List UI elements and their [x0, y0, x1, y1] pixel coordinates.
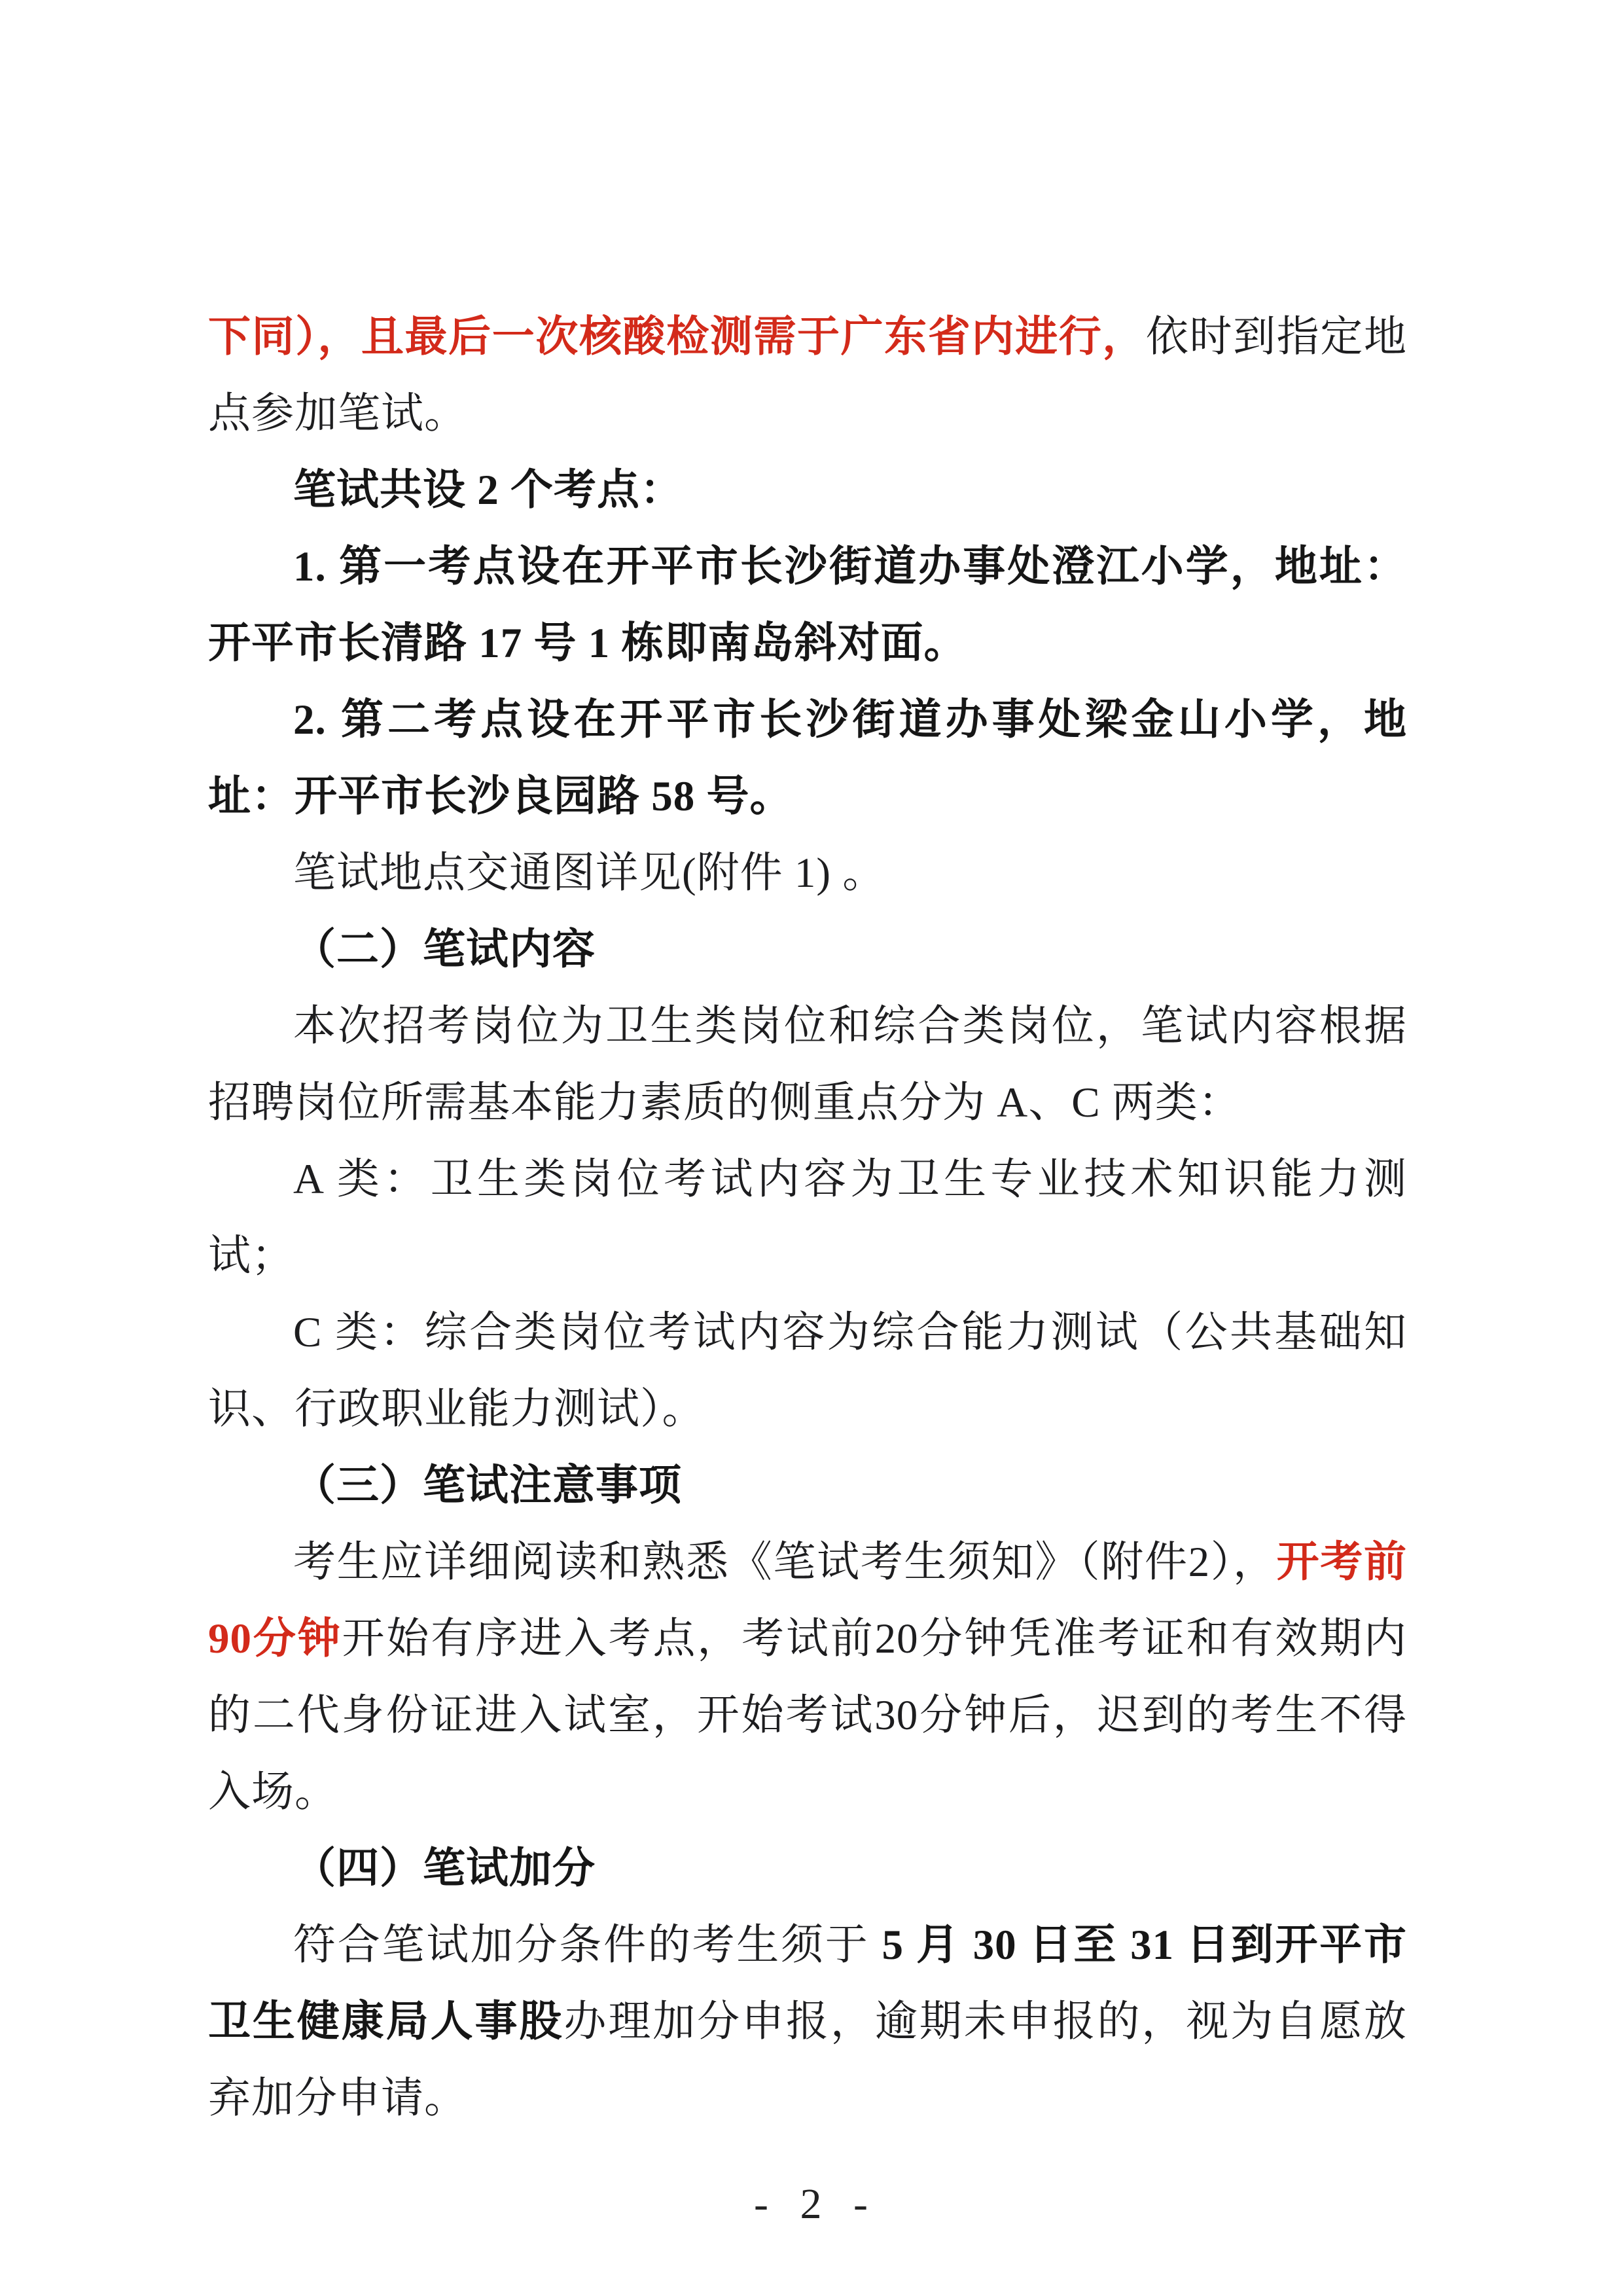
para-exam-site-2 — [208, 682, 1407, 835]
text-run: 笔试地点交通图详见(附件 1) 。 — [293, 850, 886, 897]
text-run: 1. 第一考点设在开平市长沙街道办事处澄江小学，地址：开平市长清路 17 号 1 栋即南岛斜对面。 — [208, 543, 1407, 667]
para-exam-notes — [208, 1524, 1407, 1831]
text-run: 依时到指定地点参加笔试。 — [208, 314, 1407, 437]
heading-exam-content — [208, 912, 1407, 988]
para-traffic-map — [208, 835, 1407, 912]
text-run: （二）笔试内容 — [293, 926, 596, 973]
text-run-bonus-deadline: 5 月 30 日至 31 日到开平市卫生健康局人事股 — [208, 1922, 1407, 2045]
para-class-c — [208, 1295, 1407, 1448]
para-continuation — [208, 299, 1407, 452]
para-exam-content-overview — [208, 988, 1407, 1141]
text-run: （四）笔试加分 — [293, 1845, 596, 1892]
body-text — [208, 299, 1407, 2137]
text-run-nucleic-acid-requirement: 下同），且最后一次核酸检测需于广东省内进行， — [208, 314, 1146, 361]
text-run: 笔试共设 2 个考点： — [293, 467, 684, 514]
text-run: 考生应详细阅读和熟悉《笔试考生须知》（附件2）， — [293, 1539, 1277, 1586]
text-run: 本次招考岗位为卫生类岗位和综合类岗位，笔试内容根据招聘岗位所需基本能力素质的侧重点分为 A、C 两类： — [208, 1003, 1407, 1126]
para-class-a — [208, 1141, 1407, 1295]
text-run: C 类：综合类岗位考试内容为综合能力测试（公共基础知识、行政职业能力测试）。 — [208, 1309, 1407, 1433]
para-exam-bonus — [208, 1907, 1407, 2137]
text-run-entry-time: 开考前90分钟 — [208, 1539, 1407, 1662]
text-run: （三）笔试注意事项 — [293, 1462, 683, 1509]
heading-exam-notes — [208, 1448, 1407, 1524]
para-exam-sites-intro — [208, 452, 1407, 529]
page-number: - 2 - — [754, 2180, 869, 2228]
heading-exam-bonus — [208, 1831, 1407, 1907]
text-run: 2. 第二考点设在开平市长沙街道办事处梁金山小学，地址：开平市长沙良园路 58 号。 — [208, 696, 1407, 820]
text-run: 符合笔试加分条件的考生须于 — [293, 1922, 882, 1969]
para-exam-site-1 — [208, 529, 1407, 682]
text-run: A 类：卫生类岗位考试内容为卫生专业技术知识能力测试； — [208, 1156, 1407, 1280]
text-run: 开始有序进入考点，考试前20分钟凭准考证和有效期内的二代身份证进入试室，开始考试30分钟后，迟到的考生不得入场。 — [208, 1615, 1407, 1816]
text-run: 办理加分申报，逾期未申报的，视为自愿放弃加分申请。 — [208, 1998, 1407, 2122]
